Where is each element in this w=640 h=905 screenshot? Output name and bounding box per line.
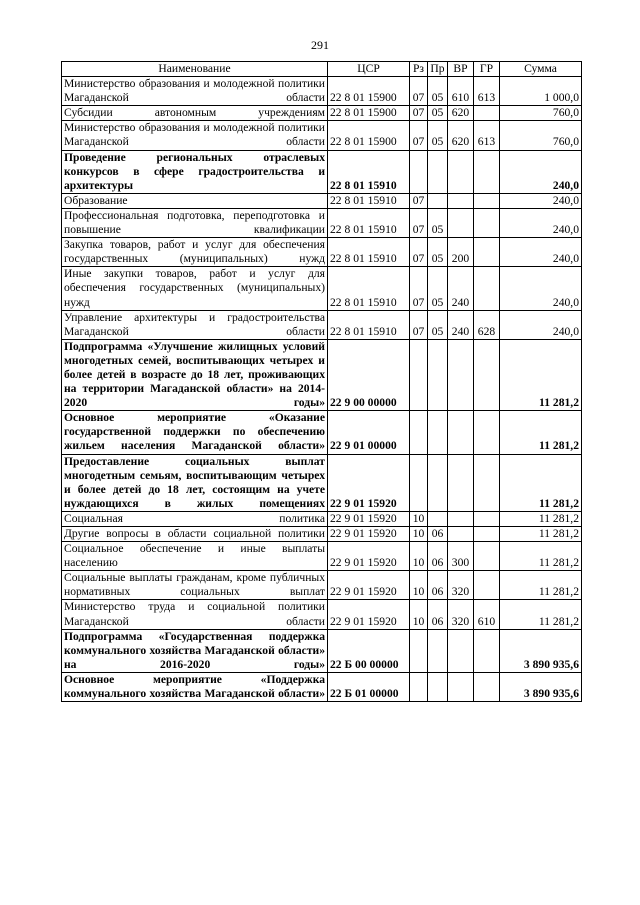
cell-pr — [428, 193, 448, 208]
cell-rz — [410, 629, 428, 672]
cell-vr: 610 — [448, 77, 474, 106]
cell-gr — [474, 542, 500, 571]
table-row — [62, 77, 582, 106]
cell-vr — [448, 454, 474, 511]
cell-vr: 240 — [448, 310, 474, 339]
header-csr: ЦСР — [328, 62, 410, 77]
table-row — [62, 267, 582, 310]
cell-csr: 22 8 01 15910 — [328, 208, 410, 237]
cell-gr — [474, 672, 500, 701]
cell-gr — [474, 571, 500, 600]
cell-name: Министерство труда и социальной политики Магаданской области — [62, 600, 328, 629]
cell-name: Предоставление социальных выплат многодетным семьям, воспитывающим четырех и более детей до 18 лет, состоящим на учете нуждающихся в жилых помещениях — [62, 454, 328, 511]
cell-pr — [428, 339, 448, 410]
cell-name: Подпрограмма «Улучшение жилищных условий многодетных семей, воспитывающих четырех и более детей в возрасте до 18 лет, проживающих на территории Магаданской области» на 2014-2020 годы» — [62, 339, 328, 410]
cell-gr — [474, 208, 500, 237]
cell-gr: 610 — [474, 600, 500, 629]
cell-vr: 320 — [448, 600, 474, 629]
cell-rz: 10 — [410, 600, 428, 629]
cell-vr — [448, 629, 474, 672]
cell-pr — [428, 411, 448, 454]
cell-rz: 10 — [410, 511, 428, 526]
cell-pr: 06 — [428, 571, 448, 600]
cell-sum: 760,0 — [500, 106, 582, 121]
cell-rz: 07 — [410, 238, 428, 267]
cell-sum: 3 890 935,6 — [500, 672, 582, 701]
cell-pr: 05 — [428, 267, 448, 310]
cell-name: Социальное обеспечение и иные выплаты населению — [62, 542, 328, 571]
cell-pr — [428, 672, 448, 701]
cell-rz: 10 — [410, 571, 428, 600]
cell-rz — [410, 454, 428, 511]
cell-vr: 320 — [448, 571, 474, 600]
cell-pr — [428, 511, 448, 526]
cell-sum: 240,0 — [500, 208, 582, 237]
cell-csr: 22 8 01 15900 — [328, 106, 410, 121]
cell-csr: 22 9 01 00000 — [328, 411, 410, 454]
cell-csr: 22 9 01 15920 — [328, 527, 410, 542]
header-name: Наименование — [62, 62, 328, 77]
header-rz: Рз — [410, 62, 428, 77]
table-row — [62, 629, 582, 672]
cell-pr: 05 — [428, 310, 448, 339]
table-row — [62, 310, 582, 339]
header-sum: Сумма — [500, 62, 582, 77]
cell-sum: 760,0 — [500, 121, 582, 150]
header-pr: Пр — [428, 62, 448, 77]
cell-name: Социальные выплаты гражданам, кроме публичных нормативных социальных выплат — [62, 571, 328, 600]
cell-vr — [448, 527, 474, 542]
cell-rz: 07 — [410, 121, 428, 150]
cell-name: Министерство образования и молодежной политики Магаданской области — [62, 121, 328, 150]
cell-gr — [474, 339, 500, 410]
cell-pr: 05 — [428, 106, 448, 121]
cell-vr — [448, 208, 474, 237]
cell-pr: 05 — [428, 121, 448, 150]
page-number: 291 — [311, 38, 329, 52]
cell-pr: 05 — [428, 77, 448, 106]
cell-name: Субсидии автономным учреждениям — [62, 106, 328, 121]
cell-pr: 05 — [428, 208, 448, 237]
cell-csr: 22 8 01 15900 — [328, 77, 410, 106]
cell-gr — [474, 527, 500, 542]
cell-vr — [448, 339, 474, 410]
cell-csr: 22 8 01 15900 — [328, 121, 410, 150]
table-row — [62, 150, 582, 193]
cell-pr — [428, 629, 448, 672]
cell-gr — [474, 454, 500, 511]
cell-name: Образование — [62, 193, 328, 208]
cell-pr: 05 — [428, 238, 448, 267]
cell-vr — [448, 511, 474, 526]
cell-vr — [448, 411, 474, 454]
cell-csr: 22 9 01 15920 — [328, 542, 410, 571]
cell-csr: 22 8 01 15910 — [328, 150, 410, 193]
cell-pr: 06 — [428, 600, 448, 629]
cell-sum: 11 281,2 — [500, 600, 582, 629]
cell-rz — [410, 672, 428, 701]
cell-sum: 11 281,2 — [500, 571, 582, 600]
cell-csr: 22 8 01 15910 — [328, 267, 410, 310]
table-row — [62, 106, 582, 121]
cell-gr — [474, 511, 500, 526]
cell-sum: 11 281,2 — [500, 511, 582, 526]
table-row — [62, 411, 582, 454]
cell-gr — [474, 106, 500, 121]
cell-vr: 620 — [448, 106, 474, 121]
cell-name: Закупка товаров, работ и услуг для обеспечения государственных (муниципальных) нужд — [62, 238, 328, 267]
cell-rz: 07 — [410, 310, 428, 339]
cell-sum: 11 281,2 — [500, 542, 582, 571]
cell-name: Другие вопросы в области социальной политики — [62, 527, 328, 542]
cell-name: Подпрограмма «Государственная поддержка коммунального хозяйства Магаданской области» на 2016-2020 годы» — [62, 629, 328, 672]
cell-rz: 07 — [410, 267, 428, 310]
cell-name: Социальная политика — [62, 511, 328, 526]
cell-vr: 300 — [448, 542, 474, 571]
cell-sum: 11 281,2 — [500, 454, 582, 511]
cell-pr: 06 — [428, 527, 448, 542]
table-row — [62, 121, 582, 150]
cell-rz — [410, 150, 428, 193]
table-row — [62, 454, 582, 511]
cell-csr: 22 9 01 15920 — [328, 511, 410, 526]
table-row — [62, 193, 582, 208]
cell-name: Основное мероприятие «Оказание государственной поддержки по обеспечению жильем населения Магаданской области» — [62, 411, 328, 454]
cell-gr: 613 — [474, 121, 500, 150]
cell-sum: 240,0 — [500, 193, 582, 208]
cell-name: Профессиональная подготовка, переподготовка и повышение квалификации — [62, 208, 328, 237]
cell-csr: 22 9 01 15920 — [328, 571, 410, 600]
cell-sum: 240,0 — [500, 310, 582, 339]
cell-rz: 07 — [410, 106, 428, 121]
cell-pr — [428, 150, 448, 193]
cell-vr: 240 — [448, 267, 474, 310]
cell-sum: 240,0 — [500, 150, 582, 193]
cell-gr — [474, 238, 500, 267]
cell-name: Министерство образования и молодежной политики Магаданской области — [62, 77, 328, 106]
cell-rz — [410, 339, 428, 410]
cell-gr: 628 — [474, 310, 500, 339]
cell-rz: 10 — [410, 527, 428, 542]
cell-name: Основное мероприятие «Поддержка коммунального хозяйства Магаданской области» — [62, 672, 328, 701]
cell-gr — [474, 150, 500, 193]
cell-vr: 620 — [448, 121, 474, 150]
cell-sum: 11 281,2 — [500, 339, 582, 410]
cell-rz: 07 — [410, 193, 428, 208]
header-vr: ВР — [448, 62, 474, 77]
cell-name: Проведение региональных отраслевых конкурсов в сфере градостроительства и архитектуры — [62, 150, 328, 193]
cell-vr — [448, 150, 474, 193]
cell-vr: 200 — [448, 238, 474, 267]
table-row — [62, 672, 582, 701]
cell-gr — [474, 193, 500, 208]
cell-csr: 22 Б 00 00000 — [328, 629, 410, 672]
cell-rz: 07 — [410, 208, 428, 237]
budget-table — [61, 61, 582, 702]
cell-csr: 22 8 01 15910 — [328, 310, 410, 339]
table-row — [62, 600, 582, 629]
table-row — [62, 238, 582, 267]
header-gr: ГР — [474, 62, 500, 77]
table-header-row — [62, 62, 582, 77]
cell-csr: 22 8 01 15910 — [328, 238, 410, 267]
table-row — [62, 511, 582, 526]
table-row — [62, 542, 582, 571]
cell-rz: 10 — [410, 542, 428, 571]
cell-sum: 240,0 — [500, 267, 582, 310]
cell-rz — [410, 411, 428, 454]
cell-vr — [448, 672, 474, 701]
cell-sum: 11 281,2 — [500, 411, 582, 454]
cell-sum: 11 281,2 — [500, 527, 582, 542]
cell-pr: 06 — [428, 542, 448, 571]
cell-sum: 3 890 935,6 — [500, 629, 582, 672]
cell-gr — [474, 411, 500, 454]
cell-sum: 240,0 — [500, 238, 582, 267]
cell-csr: 22 8 01 15910 — [328, 193, 410, 208]
table-row — [62, 527, 582, 542]
cell-sum: 1 000,0 — [500, 77, 582, 106]
cell-name: Управление архитектуры и градостроительства Магаданской области — [62, 310, 328, 339]
cell-pr — [428, 454, 448, 511]
cell-gr — [474, 629, 500, 672]
cell-csr: 22 9 00 00000 — [328, 339, 410, 410]
cell-csr: 22 9 01 15920 — [328, 600, 410, 629]
cell-vr — [448, 193, 474, 208]
cell-gr — [474, 267, 500, 310]
cell-rz: 07 — [410, 77, 428, 106]
table-row — [62, 571, 582, 600]
cell-gr: 613 — [474, 77, 500, 106]
table-row — [62, 339, 582, 410]
cell-name: Иные закупки товаров, работ и услуг для обеспечения государственных (муниципальных) нужд — [62, 267, 328, 310]
cell-csr: 22 Б 01 00000 — [328, 672, 410, 701]
cell-csr: 22 9 01 15920 — [328, 454, 410, 511]
table-row — [62, 208, 582, 237]
